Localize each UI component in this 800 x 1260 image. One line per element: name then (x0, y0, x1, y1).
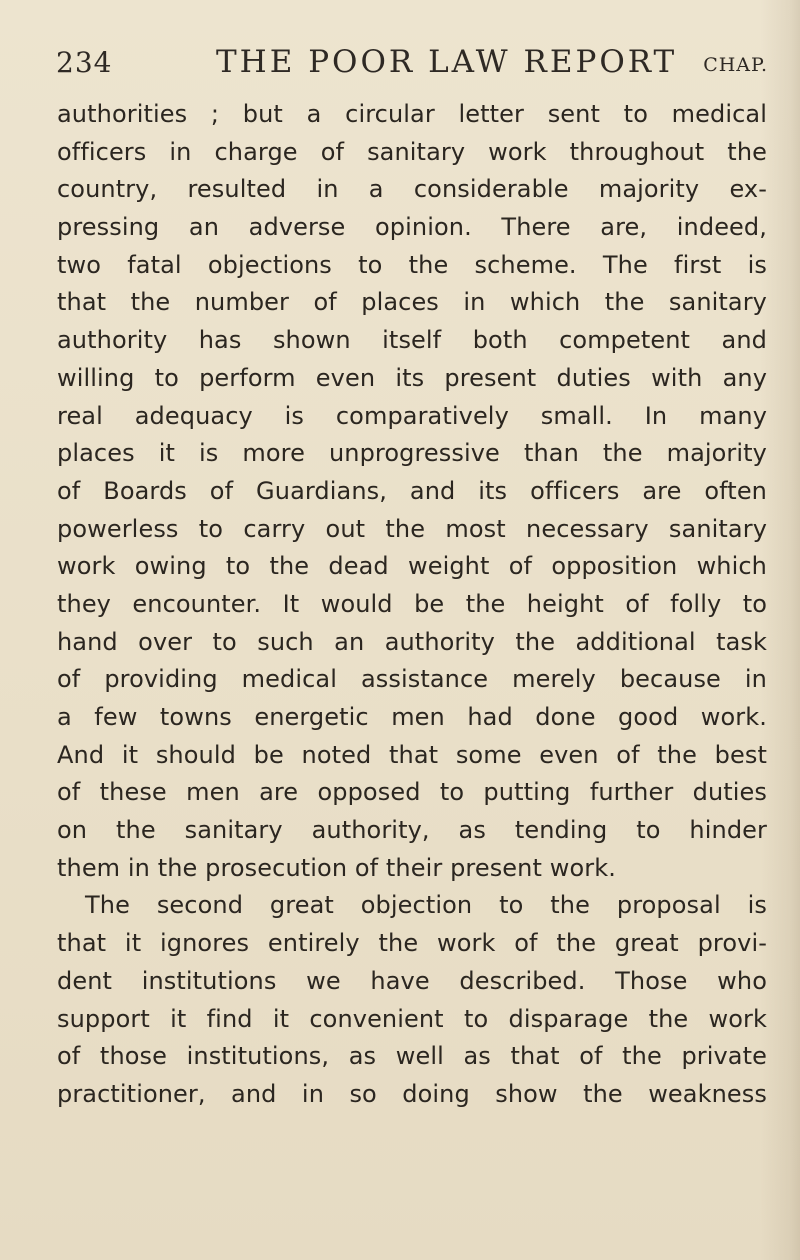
text-line: that the number of places in which the sanitary (57, 288, 767, 317)
text-line: authority has shown itself both competent and (57, 326, 767, 355)
running-head (56, 42, 768, 86)
text-line: on the sanitary authority, as tending to hinder (57, 816, 767, 845)
text-line: a few towns energetic men had done good work. (57, 703, 767, 731)
running-title: THE POOR LAW REPORT (216, 44, 678, 80)
chapter-label: CHAP. (703, 54, 768, 76)
text-line: of Boards of Guardians, and its officers are often (57, 476, 767, 505)
text-line: country, resulted in a considerable majority ex- (57, 175, 767, 204)
text-line: practitioner, and in so doing show the weakness (57, 1079, 767, 1108)
text-line: of providing medical assistance merely because in (57, 665, 767, 694)
text-line: pressing an adverse opinion. There are, indeed, (57, 213, 767, 242)
page-number: 234 (56, 46, 113, 79)
text-line: authorities ; but a circular letter sent to medical (57, 100, 767, 128)
text-line: them in the prosecution of their present work. (57, 853, 616, 882)
text-line: dent institutions we have described. Those who (57, 966, 767, 995)
body-text (57, 96, 767, 1114)
text-line: officers in charge of sanitary work throughout the (57, 137, 767, 166)
text-line: hand over to such an authority the additional task (57, 627, 767, 656)
text-line: they encounter. It would be the height of folly to (57, 589, 767, 618)
text-line: that it ignores entirely the work of the great provi- (57, 929, 767, 958)
text-line: real adequacy is comparatively small. In many (57, 401, 767, 430)
text-line: of those institutions, as well as that of the private (57, 1042, 767, 1071)
text-line: The second great objection to the proposal is (85, 891, 767, 920)
text-line: And it should be noted that some even of the best (57, 740, 767, 769)
text-line: willing to perform even its present duties with any (57, 363, 767, 392)
text-line: support it find it convenient to disparage the work (57, 1004, 767, 1033)
text-line: powerless to carry out the most necessary sanitary (57, 514, 767, 543)
text-line: places it is more unprogressive than the majority (57, 439, 767, 468)
text-line: of these men are opposed to putting further duties (57, 778, 767, 807)
text-line: two fatal objections to the scheme. The first is (57, 250, 767, 279)
text-line: work owing to the dead weight of opposition which (57, 552, 767, 581)
